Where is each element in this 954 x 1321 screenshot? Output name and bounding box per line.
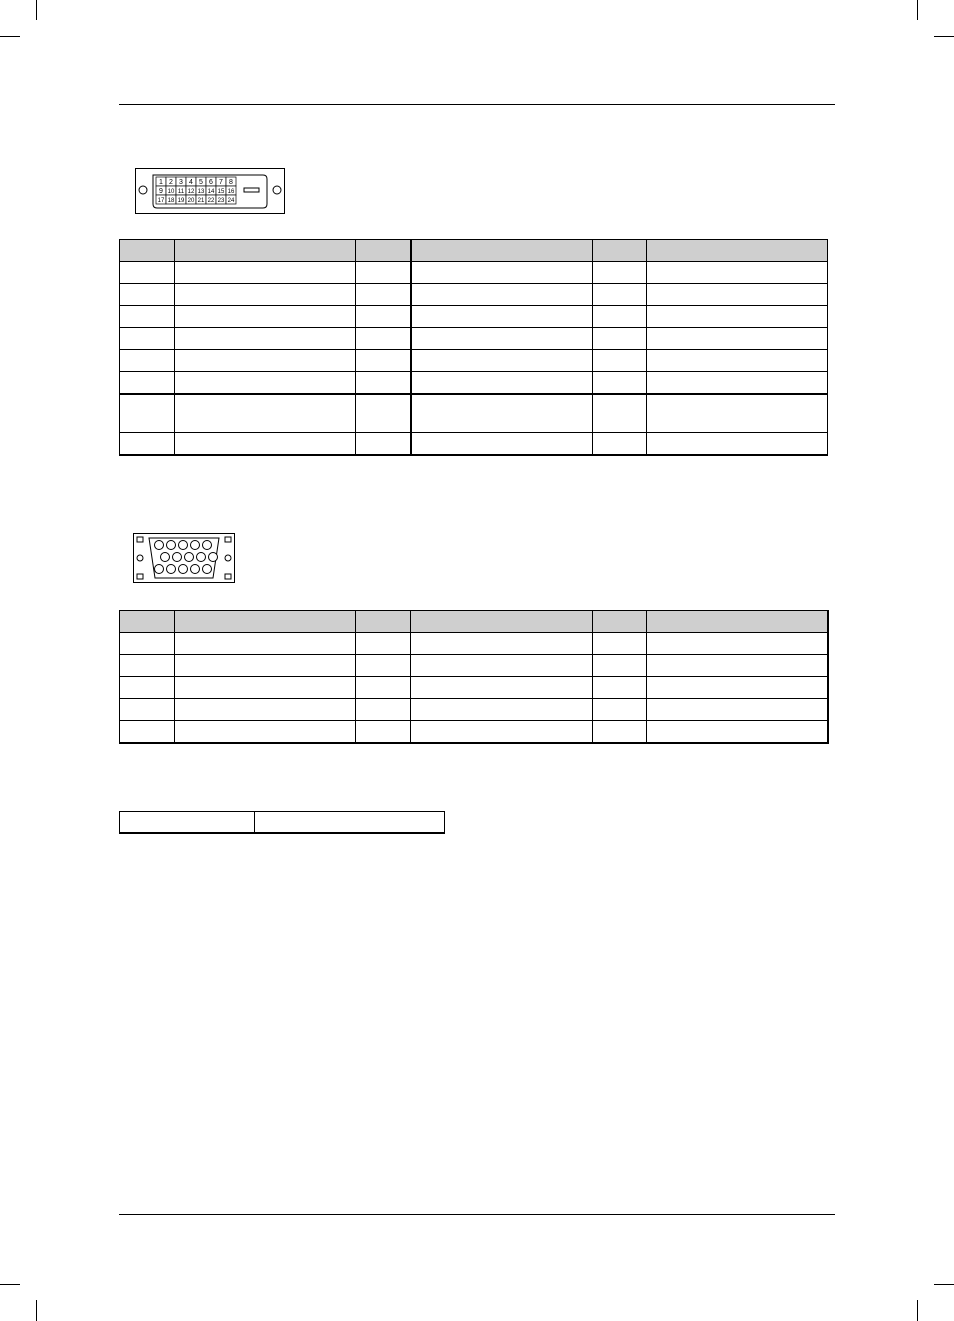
table-cell — [411, 262, 593, 284]
table-row — [120, 633, 828, 655]
table-cell — [175, 433, 356, 455]
table-cell — [175, 721, 356, 743]
table-cell — [120, 677, 175, 699]
table-cell — [647, 633, 828, 655]
table-cell — [120, 655, 175, 677]
table-cell — [647, 284, 828, 306]
table-cell — [175, 655, 356, 677]
table-cell — [175, 699, 356, 721]
header-rule — [119, 104, 835, 105]
table-cell — [356, 633, 411, 655]
table-cell — [647, 699, 828, 721]
vga-pin — [167, 541, 176, 550]
vga-pin — [191, 541, 200, 550]
vga-pin — [203, 565, 212, 574]
table-cell — [647, 350, 828, 372]
table-cell — [175, 394, 356, 433]
vga-connector-icon — [133, 533, 235, 583]
table-cell — [411, 699, 593, 721]
header-cell — [356, 611, 411, 633]
table-cell — [411, 372, 593, 394]
header-cell — [647, 240, 828, 262]
dvi-pin-label: 7 — [219, 179, 223, 186]
table-cell — [593, 262, 647, 284]
table-row — [120, 721, 828, 743]
dvi-connector-icon — [135, 168, 285, 214]
table-cell — [120, 262, 175, 284]
table-cell — [593, 677, 647, 699]
dvi-pin-label: 3 — [179, 179, 183, 186]
dvi-pin-label: 1 — [159, 179, 163, 186]
table-cell — [120, 433, 175, 455]
header-cell — [593, 240, 647, 262]
dvi-pin-label: 23 — [217, 198, 225, 204]
vga-pin — [209, 553, 218, 562]
dvi-pin-label: 21 — [197, 198, 205, 204]
dvi-pin-label: 22 — [207, 198, 215, 204]
table-cell — [411, 328, 593, 350]
table-cell — [120, 328, 175, 350]
crop-mark — [934, 36, 954, 37]
table-cell — [120, 633, 175, 655]
vga-pin — [203, 541, 212, 550]
dvi-pin-label: 19 — [177, 198, 185, 204]
table-cell — [120, 350, 175, 372]
table-row — [120, 262, 828, 284]
table-cell — [120, 699, 175, 721]
header-cell — [175, 611, 356, 633]
table-cell — [647, 262, 828, 284]
table-cell — [356, 350, 411, 372]
table-row — [120, 372, 828, 394]
dvi-pin-label: 16 — [227, 189, 235, 195]
vga-pin — [179, 565, 188, 574]
table-cell — [411, 633, 593, 655]
table-cell — [356, 328, 411, 350]
table-cell — [120, 394, 175, 433]
dvi-pin-label: 13 — [197, 189, 205, 195]
table-cell — [356, 284, 411, 306]
table-cell — [411, 394, 593, 433]
table-header-row — [120, 611, 828, 633]
table-cell — [356, 394, 411, 433]
table-cell — [411, 655, 593, 677]
table-row — [120, 812, 445, 834]
crop-mark — [917, 1300, 918, 1321]
table-row — [120, 306, 828, 328]
table-cell — [647, 677, 828, 699]
table-cell — [175, 262, 356, 284]
table-cell — [593, 655, 647, 677]
vga-pin-table — [119, 610, 829, 744]
crop-mark — [934, 1284, 954, 1285]
table-row — [120, 433, 828, 455]
table-row — [120, 394, 828, 433]
dvi-pin-label: 11 — [177, 189, 185, 195]
dvi-pin-label: 9 — [159, 188, 163, 195]
table-cell — [356, 262, 411, 284]
table-cell — [411, 721, 593, 743]
dvi-pin-label: 17 — [157, 198, 165, 204]
table-cell — [175, 633, 356, 655]
table-cell — [411, 350, 593, 372]
dvi-pin-label: 6 — [209, 179, 213, 186]
footer-rule — [119, 1214, 835, 1215]
table-cell — [647, 394, 828, 433]
vga-pin — [191, 565, 200, 574]
table-cell — [356, 677, 411, 699]
table-cell — [175, 306, 356, 328]
crop-mark — [36, 0, 37, 20]
dvi-pin-label: 12 — [187, 189, 195, 195]
table-cell — [356, 699, 411, 721]
table-cell — [593, 433, 647, 455]
table-cell — [175, 350, 356, 372]
header-cell — [356, 240, 411, 262]
vga-pin — [161, 553, 170, 562]
table-cell — [647, 306, 828, 328]
header-cell — [120, 240, 175, 262]
dvi-pin-label: 8 — [229, 179, 233, 186]
table-cell — [356, 721, 411, 743]
table-cell — [647, 433, 828, 455]
table-cell — [120, 306, 175, 328]
table-cell — [411, 433, 593, 455]
table-row — [120, 284, 828, 306]
table-cell — [175, 328, 356, 350]
header-cell — [411, 611, 593, 633]
table-cell — [647, 328, 828, 350]
table-row — [120, 699, 828, 721]
crop-mark — [0, 1284, 20, 1285]
dvi-pin-label: 24 — [227, 198, 235, 204]
vga-pin — [173, 553, 182, 562]
dvi-pin-label: 18 — [167, 198, 175, 204]
table-header-row — [120, 240, 828, 262]
table-cell — [411, 306, 593, 328]
dvi-pin-label: 4 — [189, 179, 193, 186]
table-cell — [593, 394, 647, 433]
crop-mark — [36, 1300, 37, 1321]
header-cell — [120, 611, 175, 633]
table-cell — [647, 655, 828, 677]
table-cell — [120, 812, 255, 834]
table-row — [120, 350, 828, 372]
header-cell — [593, 611, 647, 633]
table-cell — [120, 284, 175, 306]
dvi-pin-label: 15 — [217, 189, 225, 195]
vga-pin — [155, 541, 164, 550]
crop-mark — [917, 0, 918, 20]
table-cell — [175, 677, 356, 699]
table-cell — [120, 721, 175, 743]
table-cell — [593, 699, 647, 721]
dvi-pin-label: 2 — [169, 179, 173, 186]
vga-pin — [179, 541, 188, 550]
table-row — [120, 655, 828, 677]
header-cell — [647, 611, 828, 633]
vga-pin — [167, 565, 176, 574]
small-table — [119, 811, 445, 834]
table-row — [120, 677, 828, 699]
crop-mark — [0, 36, 20, 37]
vga-pin — [155, 565, 164, 574]
table-cell — [593, 306, 647, 328]
table-cell — [647, 372, 828, 394]
table-cell — [120, 372, 175, 394]
table-cell — [593, 372, 647, 394]
table-cell — [356, 372, 411, 394]
vga-pin — [185, 553, 194, 562]
table-cell — [593, 721, 647, 743]
table-cell — [356, 306, 411, 328]
dvi-pin-label: 14 — [207, 189, 215, 195]
header-cell — [175, 240, 356, 262]
table-cell — [593, 284, 647, 306]
table-cell — [593, 328, 647, 350]
dvi-pin-label: 10 — [167, 189, 175, 195]
dvi-pin-label: 20 — [187, 198, 195, 204]
table-cell — [175, 372, 356, 394]
table-cell — [356, 655, 411, 677]
header-cell — [411, 240, 593, 262]
dvi-pin-table — [119, 239, 828, 456]
table-cell — [647, 721, 828, 743]
table-row — [120, 328, 828, 350]
dvi-pin-label: 5 — [199, 179, 203, 186]
table-cell — [411, 677, 593, 699]
table-cell — [593, 350, 647, 372]
table-cell — [356, 433, 411, 455]
table-cell — [255, 812, 445, 834]
table-cell — [593, 633, 647, 655]
table-cell — [175, 284, 356, 306]
table-cell — [411, 284, 593, 306]
vga-pin — [197, 553, 206, 562]
